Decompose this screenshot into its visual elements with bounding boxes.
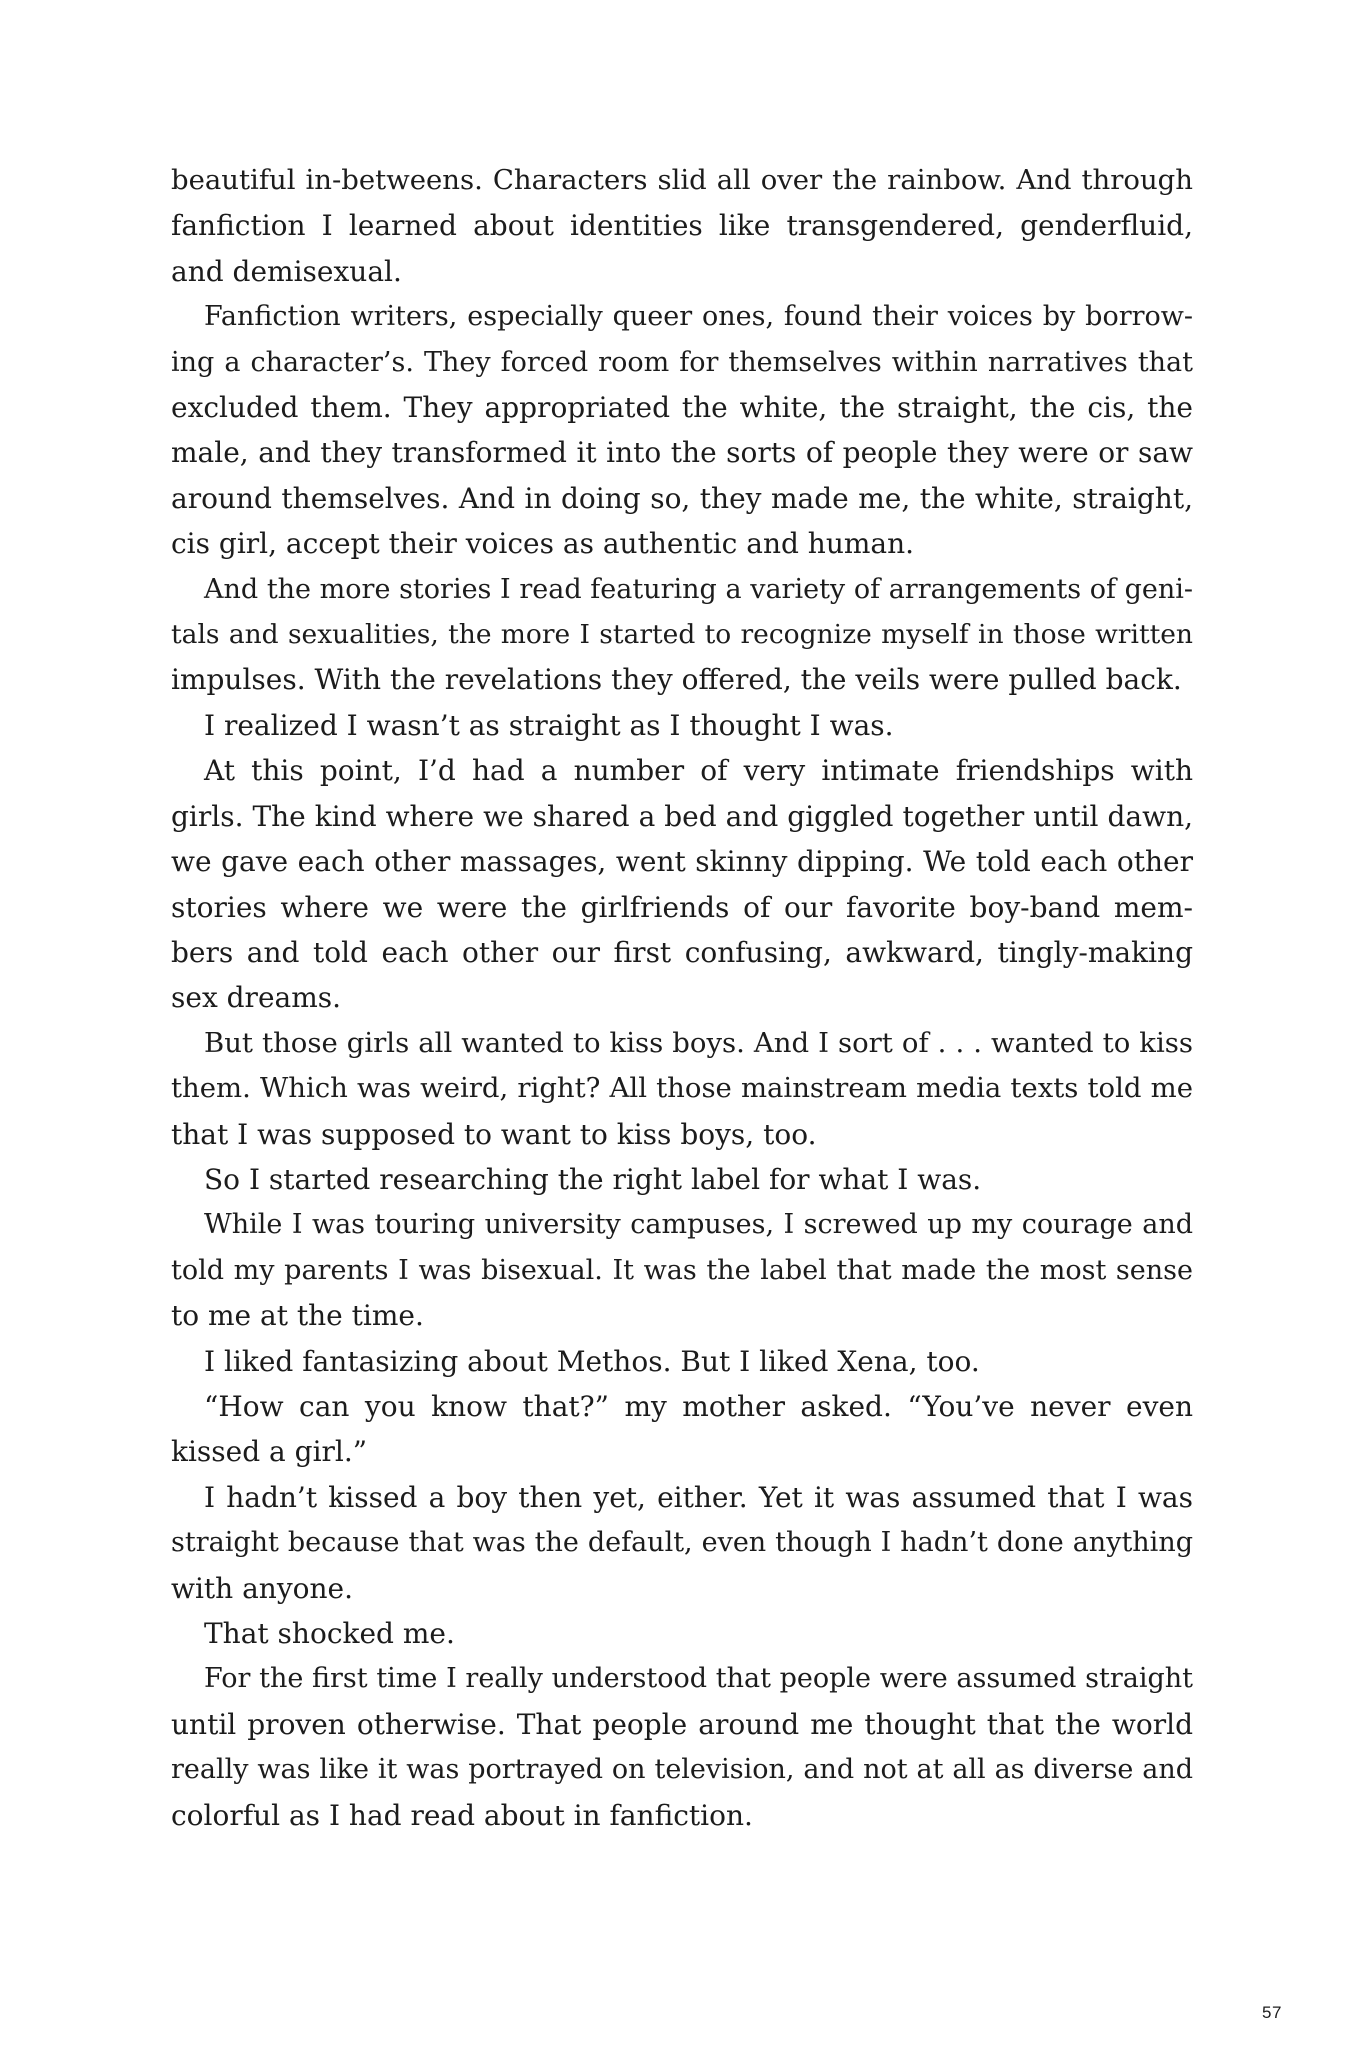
text-line: That shocked me. [204, 1617, 455, 1650]
paragraph [171, 1021, 1193, 1157]
text-line: ing a character’s. They forced room for themselves within narratives that [171, 346, 1193, 378]
page-number: 57 [1262, 2003, 1282, 2022]
text-line: girls. The kind where we shared a bed and giggled together until dawn, [171, 799, 1193, 833]
text-line: until proven otherwise. That people around me thought that the world [171, 1707, 1193, 1741]
text-line: beautiful in-betweens. Characters slid all over the rainbow. And through [171, 164, 1193, 196]
paragraph [171, 294, 1193, 566]
text-line: And the more stories I read featuring a variety of arrangements of geni- [204, 573, 1193, 605]
text-line: I liked fantasizing about Methos. But I liked Xena, too. [204, 1344, 980, 1378]
text-line: them. Which was weird, right? All those mainstream media texts told me [171, 1072, 1193, 1105]
paragraph [171, 1202, 1193, 1338]
text-line: stories where we were the girlfriends of our favorite boy-band mem- [171, 890, 1193, 924]
text-line: “How can you know that?” my mother asked. “You’ve never even [204, 1389, 1193, 1423]
paragraph [171, 703, 1193, 748]
text-line: I hadn’t kissed a boy then yet, either. Yet it was assumed that I was [204, 1480, 1193, 1514]
text-line: cis girl, accept their voices as authentic and human. [171, 527, 915, 561]
text-line: told my parents I was bisexual. It was the label that made the most sense [171, 1254, 1193, 1286]
text-line: to me at the time. [171, 1299, 424, 1333]
text-line: that I was supposed to want to kiss boys, too. [171, 1117, 817, 1151]
text-line: While I was touring university campuses, I screwed up my courage and [204, 1209, 1193, 1241]
paragraph [171, 748, 1193, 1020]
text-line: impulses. With the revelations they offered, the veils were pulled back. [171, 663, 1182, 697]
text-line: straight because that was the default, even though I hadn’t done anything [171, 1527, 1193, 1559]
text-line: I realized I wasn’t as straight as I thought I was. [204, 708, 894, 742]
text-line: around themselves. And in doing so, they made me, the white, straight, [171, 481, 1193, 515]
paragraph [171, 1611, 1193, 1656]
text-line: with anyone. [171, 1571, 354, 1605]
paragraph [171, 158, 1193, 294]
text-line: But those girls all wanted to kiss boys. And I sort of . . . wanted to kiss [204, 1026, 1193, 1059]
text-line: sex dreams. [171, 981, 342, 1015]
text-line: tals and sexualities, the more I started to recognize myself in those written [171, 619, 1193, 651]
text-line: So I started researching the right label for what I was. [204, 1162, 982, 1196]
text-line: At this point, I’d had a number of very intimate friendships with [204, 754, 1193, 788]
paragraph [171, 1475, 1193, 1611]
text-line: colorful as I had read about in fanfiction. [171, 1798, 753, 1832]
text-line: Fanfiction writers, especially queer ones, found their voices by borrow- [204, 301, 1193, 333]
paragraph [171, 1384, 1193, 1475]
text-line: we gave each other massages, went skinny dipping. We told each other [171, 845, 1193, 879]
text-line: and demisexual. [171, 254, 402, 288]
body-text [171, 158, 1193, 1838]
text-line: fanfiction I learned about identities like transgendered, genderfluid, [171, 209, 1193, 243]
text-line: kissed a girl.” [171, 1435, 368, 1469]
text-line: For the first time I really understood that people were assumed straight [204, 1663, 1193, 1695]
text-line: really was like it was portrayed on television, and not at all as diverse and [171, 1754, 1193, 1786]
paragraph [171, 1157, 1193, 1202]
text-line: bers and told each other our first confusing, awkward, tingly-making [171, 935, 1193, 969]
text-line: male, and they transformed it into the sorts of people they were or saw [171, 436, 1193, 470]
text-line: excluded them. They appropriated the white, the straight, the cis, the [171, 391, 1193, 425]
paragraph [171, 567, 1193, 703]
paragraph [171, 1339, 1193, 1384]
paragraph [171, 1656, 1193, 1838]
